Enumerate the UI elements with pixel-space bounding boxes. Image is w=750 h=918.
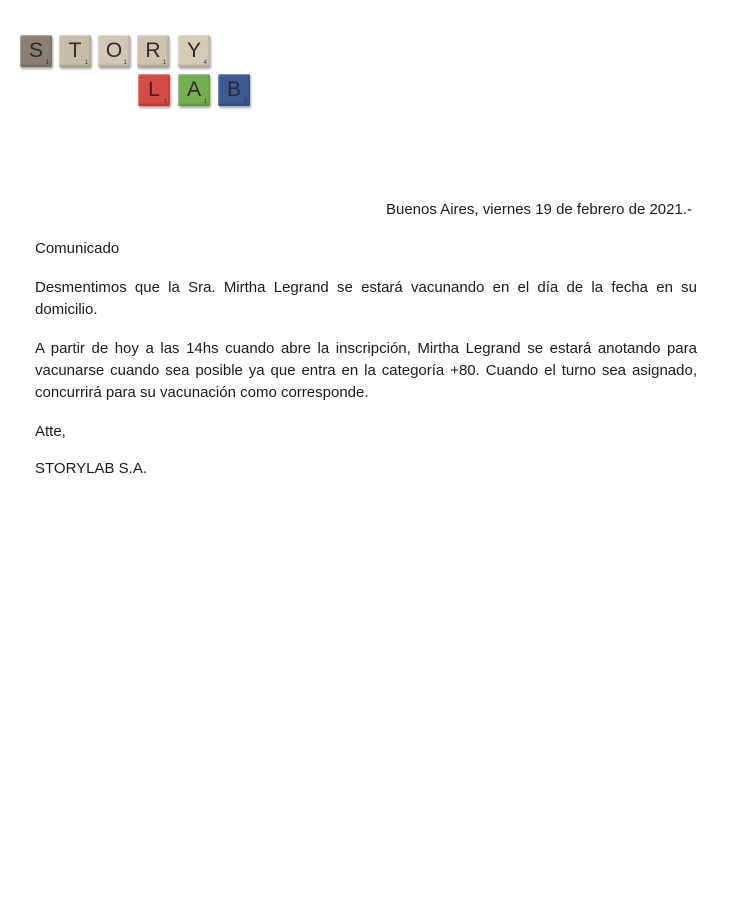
letter-closing: Atte,	[35, 423, 66, 440]
paragraph-1: Desmentimos que la Sra. Mirtha Legrand se estará vacunando en el día de la fecha en su domicilio.	[35, 279, 697, 318]
logo-tile-l: L 1	[138, 74, 170, 106]
letter-heading: Comunicado	[35, 240, 120, 257]
logo-tile-t: T 1	[59, 35, 91, 67]
logo-tile-y: Y 4	[178, 35, 210, 67]
logo-tile-b: B 3	[218, 74, 250, 106]
storylab-logo	[20, 35, 260, 113]
logo-tile-r: R 1	[137, 35, 169, 67]
letter-date: Buenos Aires, viernes 19 de febrero de 2021.-	[385, 201, 692, 218]
paragraph-2: A partir de hoy a las 14hs cuando abre la inscripción, Mirtha Legrand se estará anotando para vacunarse cuando sea posible ya que entra en la categoría +80. Cuando el turno sea asignado, concurrirá para su vacunación como corresponde.	[35, 340, 697, 401]
logo-tile-a: A 1	[178, 74, 210, 106]
logo-tile-s: S 1	[20, 35, 52, 67]
letter-signature: STORYLAB S.A.	[35, 460, 147, 477]
logo-tile-o: O 1	[98, 35, 130, 67]
